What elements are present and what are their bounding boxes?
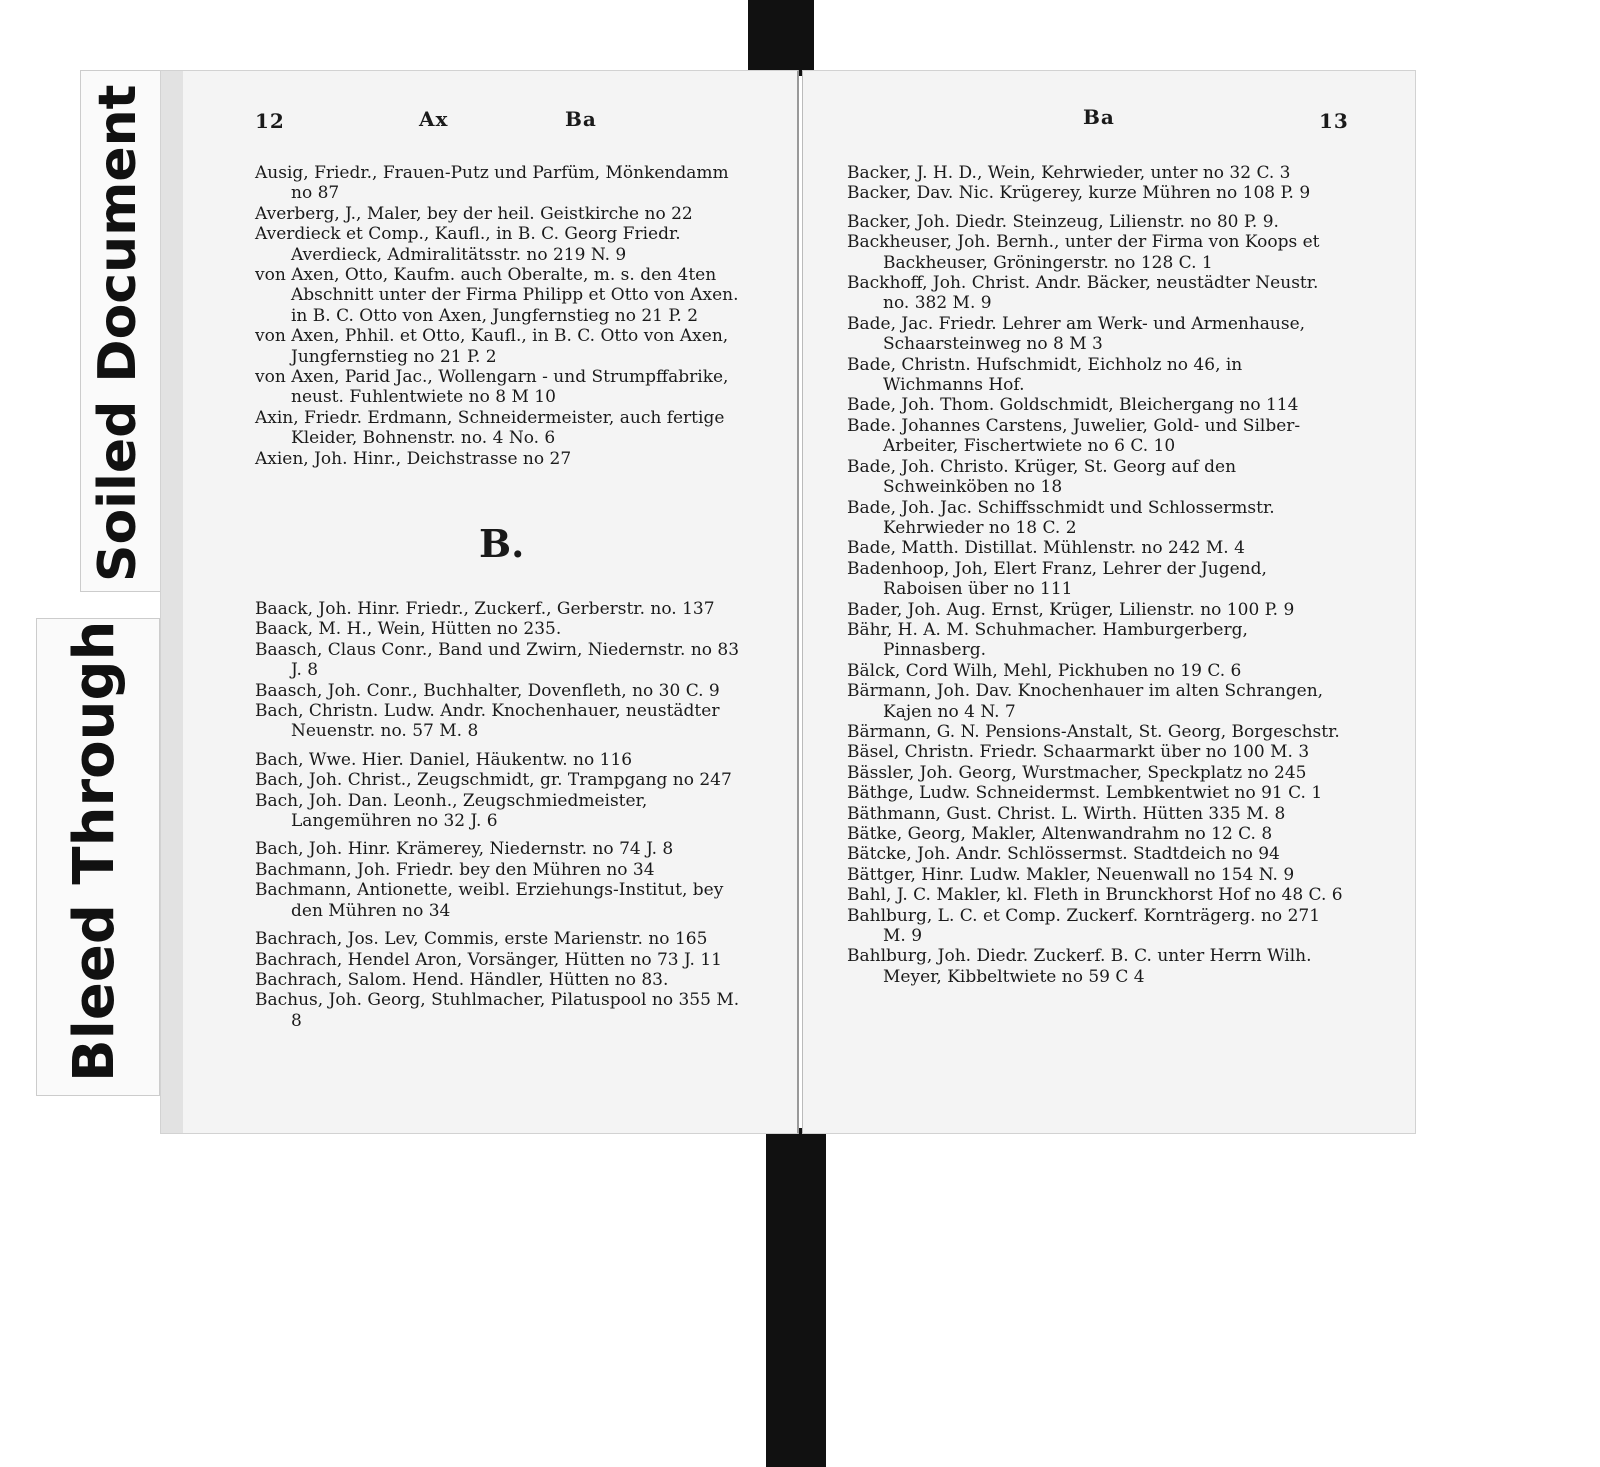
directory-entry: Badenhoop, Joh, Elert Franz, Lehrer der Jugend, Raboisen über no 111 xyxy=(847,558,1267,600)
section-letter-b: B. xyxy=(479,521,525,566)
directory-entry: Backhoff, Joh. Christ. Andr. Bäcker, neustädter Neustr. no. 382 M. 9 xyxy=(847,273,1319,314)
directory-entry: Bade, Joh. Christo. Krüger, St. Georg auf den Schweinköben no 18 xyxy=(847,456,1237,498)
directory-entry: Bahlburg, L. C. et Comp. Zuckerf. Kornträgerg. no 271 M. 9 xyxy=(847,905,1321,947)
directory-entry: Bach, Wwe. Hier. Daniel, Häukentw. no 116 xyxy=(255,749,633,770)
directory-entry: Averdieck et Comp., Kaufl., in B. C. Georg Friedr. Averdieck, Admiralitätsstr. no 219 N. 9 xyxy=(255,224,681,265)
left-page-edge xyxy=(161,71,183,1133)
directory-entry: Bälck, Cord Wilh, Mehl, Pickhuben no 19 C. 6 xyxy=(847,660,1242,681)
directory-entry: Bach, Joh. Dan. Leonh., Zeugschmiedmeister, Langemühren no 32 J. 6 xyxy=(255,790,648,832)
left-entries-top xyxy=(255,163,747,469)
left-running-head-ax: Ax xyxy=(419,107,449,131)
directory-entry: Bässler, Joh. Georg, Wurstmacher, Speckplatz no 245 xyxy=(847,762,1307,783)
right-running-head-ba: Ba xyxy=(1083,105,1115,129)
directory-entry: Bahl, J. C. Makler, kl. Fleth in Brunckhorst Hof no 48 C. 6 xyxy=(847,885,1343,906)
right-entries xyxy=(847,163,1347,987)
directory-entry: Baasch, Claus Conr., Band und Zwirn, Niedernstr. no 83 J. 8 xyxy=(255,639,740,681)
left-entries-bottom xyxy=(255,599,747,1031)
directory-entry: Bähr, H. A. M. Schuhmacher. Hamburgerberg, Pinnasberg. xyxy=(847,619,1248,661)
directory-entry: Bahlburg, Joh. Diedr. Zuckerf. B. C. unter Herrn Wilh. Meyer, Kibbeltwiete no 59 C 4 xyxy=(847,946,1312,987)
directory-entry: Ausig, Friedr., Frauen-Putz und Parfüm, Mönkendamm no 87 xyxy=(255,163,729,204)
right-page-number: 13 xyxy=(1319,109,1349,133)
directory-entry: Bachmann, Antionette, weibl. Erziehungs-Institut, bey den Mühren no 34 xyxy=(255,880,724,921)
directory-entry: Backer, J. H. D., Wein, Kehrwieder, unter no 32 C. 3 xyxy=(847,163,1291,183)
directory-entry: Bäthge, Ludw. Schneidermst. Lembkentwiet no 91 C. 1 xyxy=(847,783,1323,804)
directory-entry: Bachrach, Jos. Lev, Commis, erste Marienstr. no 165 xyxy=(255,929,708,950)
directory-entry: Baasch, Joh. Conr., Buchhalter, Dovenfleth, no 30 C. 9 xyxy=(255,680,720,701)
bleed-through-label: Bleed Through xyxy=(62,620,127,1082)
directory-entry: Backer, Joh. Diedr. Steinzeug, Lilienstr. no 80 P. 9. xyxy=(847,211,1279,232)
directory-entry: Averberg, J., Maler, bey der heil. Geistkirche no 22 xyxy=(255,203,693,224)
directory-entry: Bade, Matth. Distillat. Mühlenstr. no 242 M. 4 xyxy=(847,538,1245,559)
directory-entry: Axien, Joh. Hinr., Deichstrasse no 27 xyxy=(255,448,572,469)
directory-entry: von Axen, Otto, Kaufm. auch Oberalte, m. s. den 4ten Abschnitt unter der Firma Philipp et Otto von Axen. in B. C. Otto von Axen, Jungfernstieg no 21 P. 2 xyxy=(255,265,739,326)
directory-entry: Baack, M. H., Wein, Hütten no 235. xyxy=(255,619,562,640)
directory-entry: Bätke, Georg, Makler, Altenwandrahm no 12 C. 8 xyxy=(847,824,1273,844)
directory-entry: Backheuser, Joh. Bernh., unter der Firma von Koops et Backheuser, Gröningerstr. no 128 C. 1 xyxy=(847,232,1320,273)
directory-entry: Baack, Joh. Hinr. Friedr., Zuckerf., Gerberstr. no. 137 xyxy=(255,599,715,619)
directory-entry: Bärmann, Joh. Dav. Knochenhauer im alten Schrangen, Kajen no 4 N. 7 xyxy=(847,681,1324,722)
directory-entry: Bade, Jac. Friedr. Lehrer am Werk- und Armenhause, Schaarsteinweg no 8 M 3 xyxy=(847,313,1306,355)
directory-entry: Bäthmann, Gust. Christ. L. Wirth. Hütten 335 M. 8 xyxy=(847,803,1286,824)
directory-entry: Bader, Joh. Aug. Ernst, Krüger, Lilienstr. no 100 P. 9 xyxy=(847,599,1295,620)
left-page-number: 12 xyxy=(255,109,285,133)
soiled-document-label: Soiled Document xyxy=(88,84,148,582)
directory-entry: Bäsel, Christn. Friedr. Schaarmarkt über no 100 M. 3 xyxy=(847,742,1310,763)
directory-entry: Bachmann, Joh. Friedr. bey den Mühren no 34 xyxy=(255,859,655,880)
directory-entry: Bärmann, G. N. Pensions-Anstalt, St. Georg, Borgeschstr. xyxy=(847,721,1340,742)
directory-entry: Bach, Joh. Christ., Zeugschmidt, gr. Trampgang no 247 xyxy=(255,770,732,791)
directory-entry: Bätcke, Joh. Andr. Schlössermst. Stadtdeich no 94 xyxy=(847,844,1280,865)
directory-entry: Bade, Joh. Jac. Schiffsschmidt und Schlossermstr. Kehrwieder no 18 C. 2 xyxy=(847,497,1275,538)
directory-entry: Axin, Friedr. Erdmann, Schneidermeister, auch fertige Kleider, Bohnenstr. no. 4 No. 6 xyxy=(255,407,725,449)
spine-bar-bottom xyxy=(766,1128,826,1467)
directory-entry: Bach, Christn. Ludw. Andr. Knochenhauer, neustädter Neuenstr. no. 57 M. 8 xyxy=(255,701,720,742)
directory-entry: Bade, Christn. Hufschmidt, Eichholz no 46, in Wichmanns Hof. xyxy=(847,354,1243,396)
directory-entry: Bachrach, Salom. Hend. Händler, Hütten no 83. xyxy=(255,969,669,990)
directory-entry: Bade, Joh. Thom. Goldschmidt, Bleichergang no 114 xyxy=(847,395,1299,416)
directory-entry: von Axen, Parid Jac., Wollengarn - und Strumpffabrike, neust. Fuhlentwiete no 8 M 10 xyxy=(255,367,729,408)
left-page xyxy=(160,70,799,1134)
directory-entry: Bättger, Hinr. Ludw. Makler, Neuenwall no 154 N. 9 xyxy=(847,864,1295,885)
directory-entry: Backer, Dav. Nic. Krügerey, kurze Mühren no 108 P. 9 xyxy=(847,183,1311,204)
directory-entry: von Axen, Phhil. et Otto, Kaufl., in B. C. Otto von Axen, Jungfernstieg no 21 P. 2 xyxy=(255,326,729,367)
directory-entry: Bachrach, Hendel Aron, Vorsänger, Hütten no 73 J. 11 xyxy=(255,949,722,970)
spine-bar-top xyxy=(748,0,814,76)
right-page xyxy=(802,70,1416,1134)
directory-entry: Bach, Joh. Hinr. Krämerey, Niedernstr. no 74 J. 8 xyxy=(255,839,674,860)
directory-entry: Bachus, Joh. Georg, Stuhlmacher, Pilatuspool no 355 M. 8 xyxy=(255,990,740,1031)
directory-entry: Bade. Johannes Carstens, Juwelier, Gold- und Silber-Arbeiter, Fischertwiete no 6 C. 10 xyxy=(847,415,1301,457)
left-running-head-ba: Ba xyxy=(565,107,597,131)
